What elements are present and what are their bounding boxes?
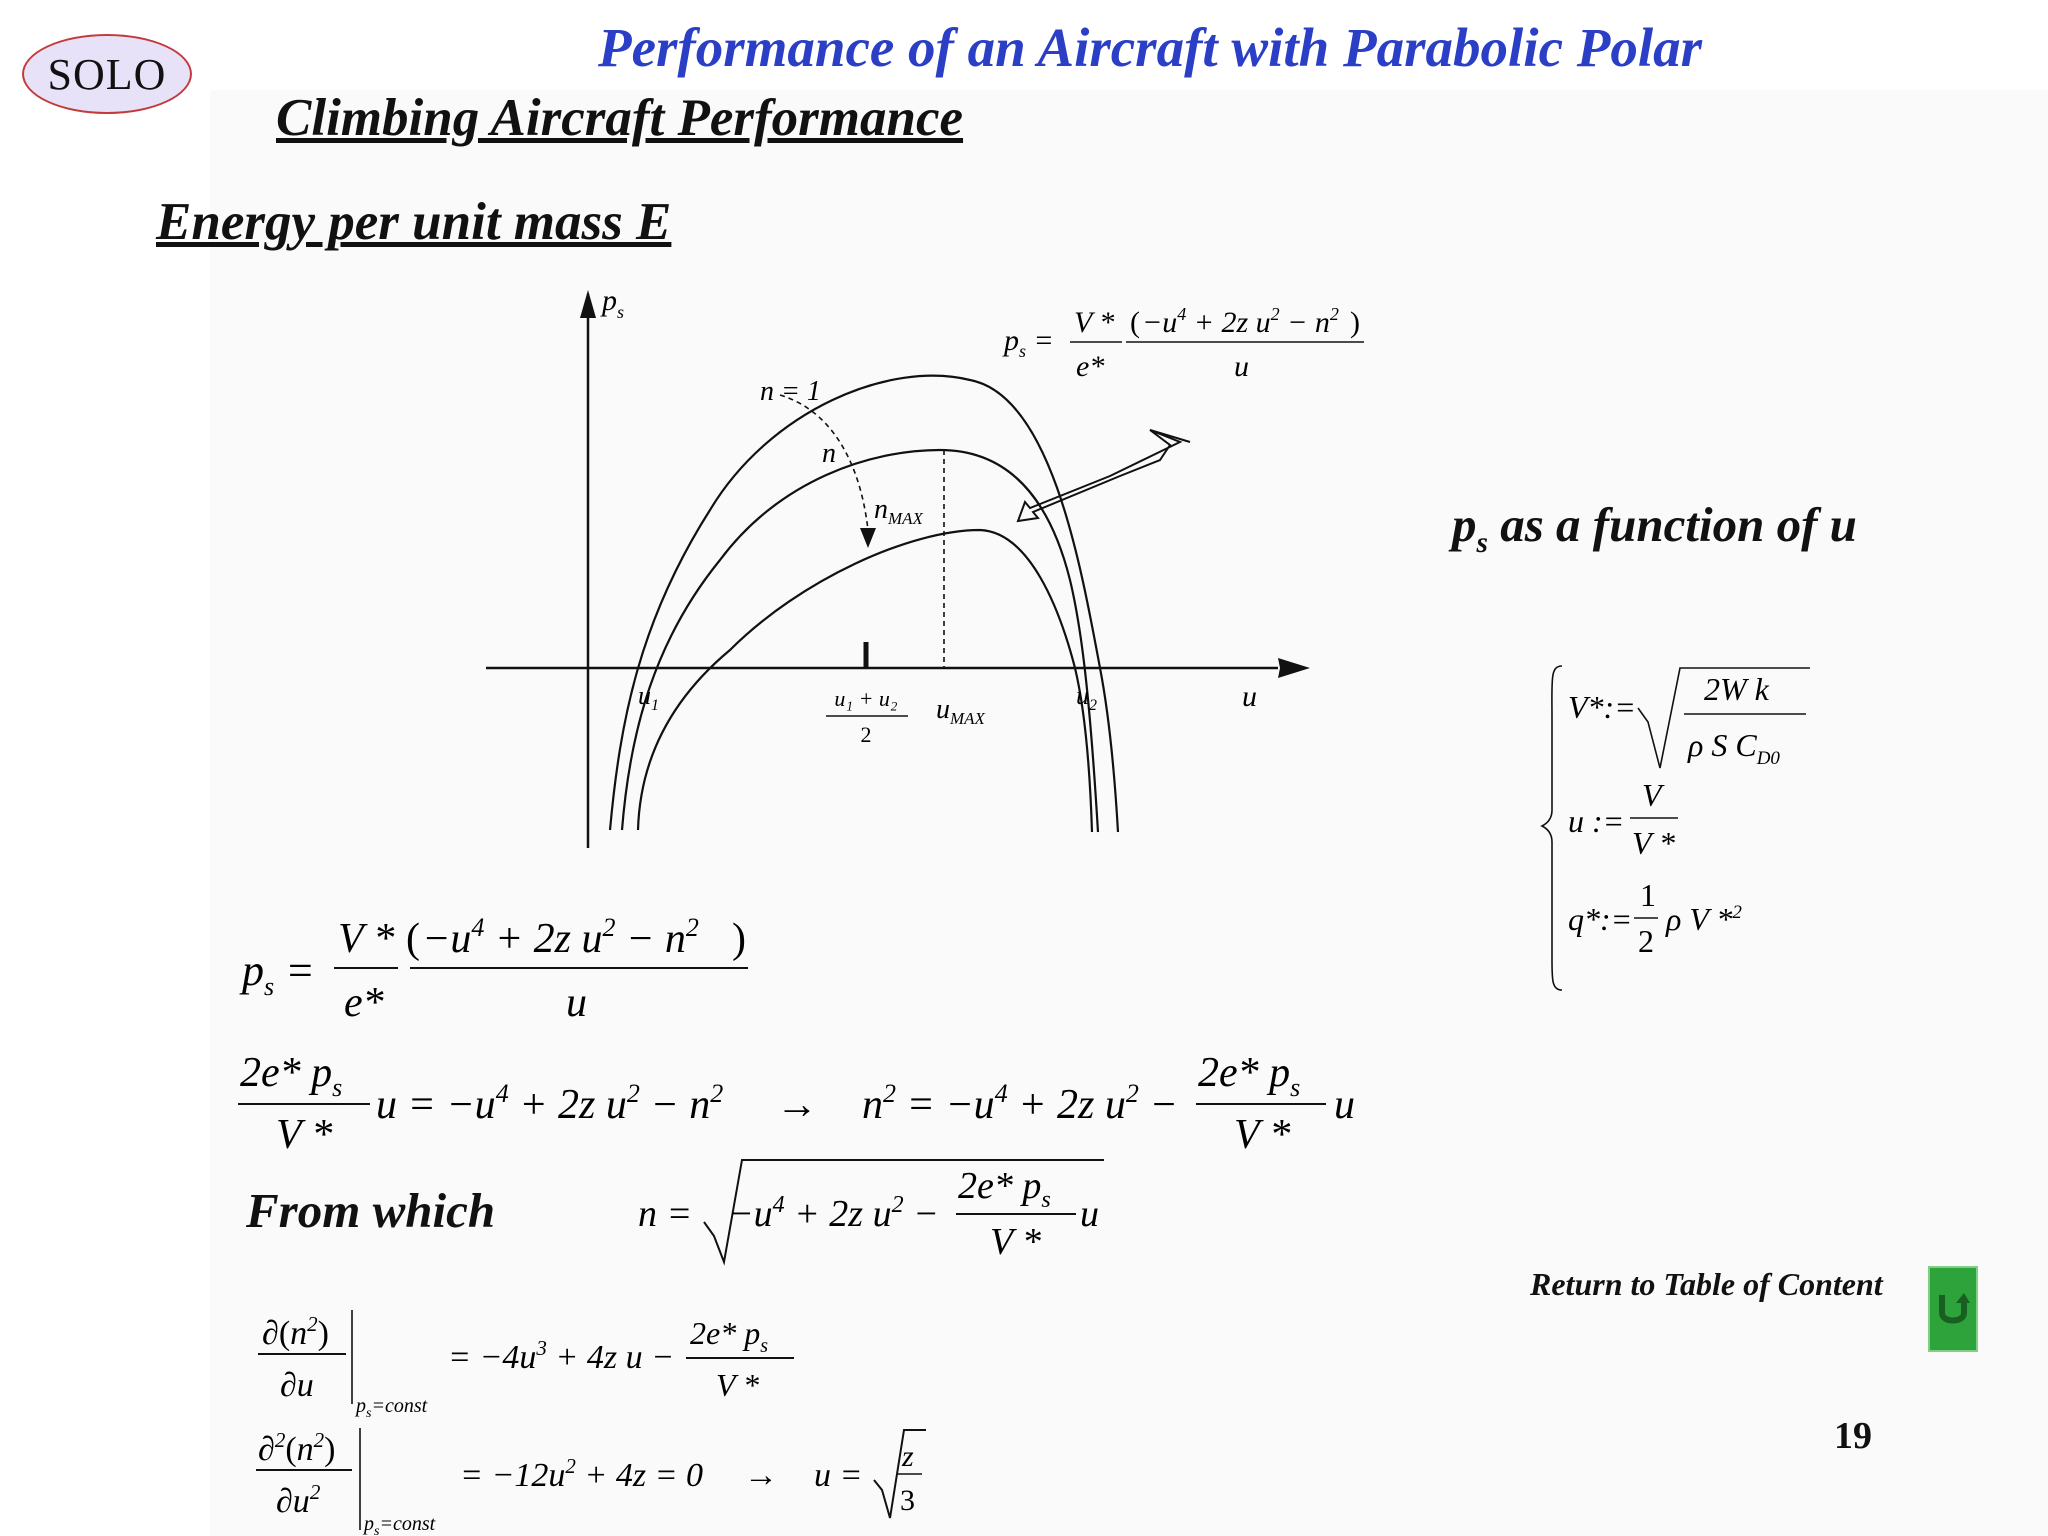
svg-text:−u4 + 2z u2 −: $-u^4 + 2z$ $u^2$ − — [728, 1192, 939, 1235]
svg-text:2e* ps: 2e* $p_s$ — [240, 1050, 343, 1102]
label-midpoint-num: u₁ + u₂ — [834, 686, 898, 711]
svg-text:V *: V * — [1234, 1112, 1291, 1158]
svg-text:z: z — [902, 1440, 914, 1473]
svg-text:n =: n = — [638, 1193, 693, 1235]
ps-function-label: $p_s$ as a function of u — [1452, 497, 1857, 559]
page-number: 19 — [1834, 1415, 1872, 1457]
svg-text:u: u — [1234, 350, 1249, 383]
svg-text:u: u — [566, 980, 587, 1026]
svg-text:): ) — [732, 916, 746, 962]
svg-text:q*:=: q*:= — [1568, 901, 1633, 937]
svg-text:u = −u4 + 2z u2 − n2: $u = -u^4 + 2z$ $u^2 - n^2$ — [376, 1079, 724, 1128]
label-u1: $u_1$ — [638, 681, 659, 714]
svg-text:2e* ps: 2e* $p_s$ — [1198, 1050, 1301, 1102]
svg-text:−u4 + 2z u2 − n2: $-u^4 + 2z$ $u^2 - n^2$ — [1142, 304, 1339, 339]
x-axis-label: u — [1242, 680, 1257, 713]
return-arrow-icon — [1936, 1289, 1970, 1329]
svg-text:∂(n2): $\partial(n^2)$ — [262, 1312, 329, 1352]
svg-text:u :=: u := — [1568, 803, 1625, 839]
solo-badge: SOLO — [22, 34, 192, 114]
svg-text:−u4 + 2z u2 − n2: $-u^4 + 2z$ $u^2 - n^2$ — [422, 913, 699, 962]
svg-text:V: V — [1642, 777, 1662, 813]
svg-text:ps=const: $p_s=const$ — [364, 1513, 436, 1536]
svg-text:2W k: 2W k — [1704, 671, 1769, 707]
svg-text:V *: V * — [276, 1112, 333, 1158]
svg-text:ps =: $p_s$ = — [1004, 324, 1054, 361]
svg-text:u: u — [1080, 1193, 1099, 1235]
svg-text:V*:=: V*:= — [1568, 689, 1636, 725]
svg-text:e*: e* — [1076, 350, 1105, 383]
svg-text:n2 = −u4 + 2z u2 −: $n^2 = -u^4 + 2z$ $u^2$ − — [862, 1079, 1178, 1128]
svg-text:2: 2 — [1638, 923, 1654, 959]
svg-text:3: 3 — [900, 1484, 915, 1517]
svg-text:V *: V * — [338, 916, 395, 962]
svg-text:2e* ps: 2e* $p_s$ — [690, 1315, 768, 1357]
slide-title: Performance of an Aircraft with Parabolic Polar — [597, 17, 1703, 78]
svg-text:∂u: ∂u — [280, 1367, 314, 1404]
label-n-max: $n_{MAX}$ — [874, 494, 923, 528]
svg-text:∂2(n2): $\partial^2(n^2)$ — [258, 1428, 336, 1468]
svg-text:1: 1 — [1640, 877, 1656, 913]
label-n: n — [822, 438, 836, 469]
svg-text:ps =: $p_s$ = — [242, 946, 315, 1001]
svg-text:V *: V * — [716, 1367, 759, 1403]
svg-text:): ) — [1350, 306, 1360, 339]
label-n-equals-1: n = 1 — [760, 376, 821, 407]
label-u2: $u_2$ — [1076, 681, 1097, 714]
slide-subtitle: Climbing Aircraft Performance — [276, 89, 964, 147]
svg-text:∂u2: $\partial u^2$ — [276, 1480, 321, 1520]
svg-text:= −12u2 + 4z = 0: = $-12u^2 + 4z = 0$ — [460, 1454, 704, 1494]
y-axis-label: $p_s$ — [602, 284, 625, 322]
section-heading: Energy per unit mass E — [156, 193, 672, 251]
svg-text:u: u — [1334, 1082, 1355, 1128]
svg-text:= −4u3 + 4z u −: = $-4u^3 + 4z$ u − — [448, 1336, 675, 1376]
svg-text:ρ V *2: ρ V *$^2$ — [1666, 901, 1742, 937]
svg-text:ps=const: $p_s=const$ — [356, 1395, 428, 1421]
svg-text:V *: V * — [1074, 306, 1115, 339]
svg-text:2e* ps: 2e* $p_s$ — [958, 1165, 1051, 1213]
return-to-toc-link[interactable]: Return to Table of Content — [1530, 1266, 1883, 1302]
label-midpoint-den: 2 — [860, 722, 872, 747]
svg-text:u =: u = — [814, 1457, 863, 1494]
from-which-label: From which — [246, 1183, 496, 1238]
label-u-max: $u_{MAX}$ — [936, 694, 985, 728]
svg-text:→: → — [776, 1082, 818, 1128]
svg-text:V *: V * — [1632, 825, 1675, 861]
svg-text:ρ S CD0: ρ S $C_{D0}$ — [1688, 727, 1780, 769]
svg-text:→: → — [744, 1457, 778, 1494]
svg-text:e*: e* — [344, 980, 384, 1026]
svg-text:(: ( — [1130, 306, 1140, 339]
return-button[interactable] — [1928, 1266, 1978, 1352]
svg-text:V *: V * — [990, 1221, 1042, 1263]
svg-text:(: ( — [406, 916, 420, 962]
